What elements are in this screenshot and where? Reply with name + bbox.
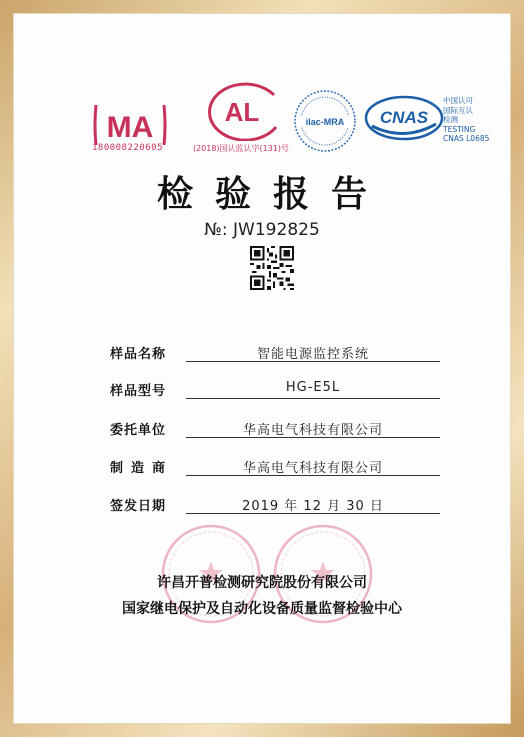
cal-logo-text: AL — [224, 97, 260, 127]
field-value: 智能电源监控系统 — [186, 343, 440, 362]
cnas-logo — [364, 94, 444, 142]
cnas-line-4: TESTING — [443, 124, 476, 134]
report-title: 检验报告 — [156, 173, 389, 215]
field-label: 委托单位 — [110, 423, 167, 438]
cnas-line-1: 中国认可 — [443, 96, 473, 105]
organization-name: 许昌开普检测研究院股份有限公司 — [157, 575, 367, 591]
cnas-line-3: 检测 — [443, 115, 458, 124]
ilac-mra-logo — [293, 89, 357, 153]
field-value: HG-E5L — [186, 380, 440, 399]
cnas-line-5: CNAS L0685 — [443, 134, 490, 143]
cnas-logo-text: CNAS — [379, 108, 429, 127]
cma-logo-text: MA — [106, 111, 154, 144]
field-label: 签发日期 — [110, 499, 167, 514]
field-sample-model — [110, 380, 440, 402]
report-number: №: JW192825 — [204, 220, 320, 240]
cma-number: 180008220605 — [92, 143, 164, 153]
cnas-line-2: 国际互认 — [443, 105, 473, 115]
field-sample-name — [110, 343, 440, 365]
cal-number: (2018)国认监认字(131)号 — [192, 144, 290, 153]
accreditation-logos — [0, 0, 524, 160]
field-label: 样品名称 — [110, 347, 167, 362]
field-issue-date — [110, 495, 440, 517]
field-value: 华高电气科技有限公司 — [186, 419, 440, 438]
cal-logo — [196, 81, 286, 141]
organization-name: 国家继电保护及自动化设备质量监督检验中心 — [122, 601, 402, 617]
cnas-side-text — [443, 96, 489, 144]
field-client — [110, 419, 440, 441]
field-value: 2019 年 12 月 30 日 — [186, 495, 440, 514]
field-label: 样品型号 — [110, 384, 167, 399]
qr-code-icon[interactable] — [250, 246, 294, 290]
field-label: 制造商 — [110, 461, 174, 476]
field-value: 华高电气科技有限公司 — [186, 457, 440, 476]
ilac-logo-text: ilac-MRA — [305, 117, 345, 127]
field-manufacturer — [110, 457, 440, 479]
